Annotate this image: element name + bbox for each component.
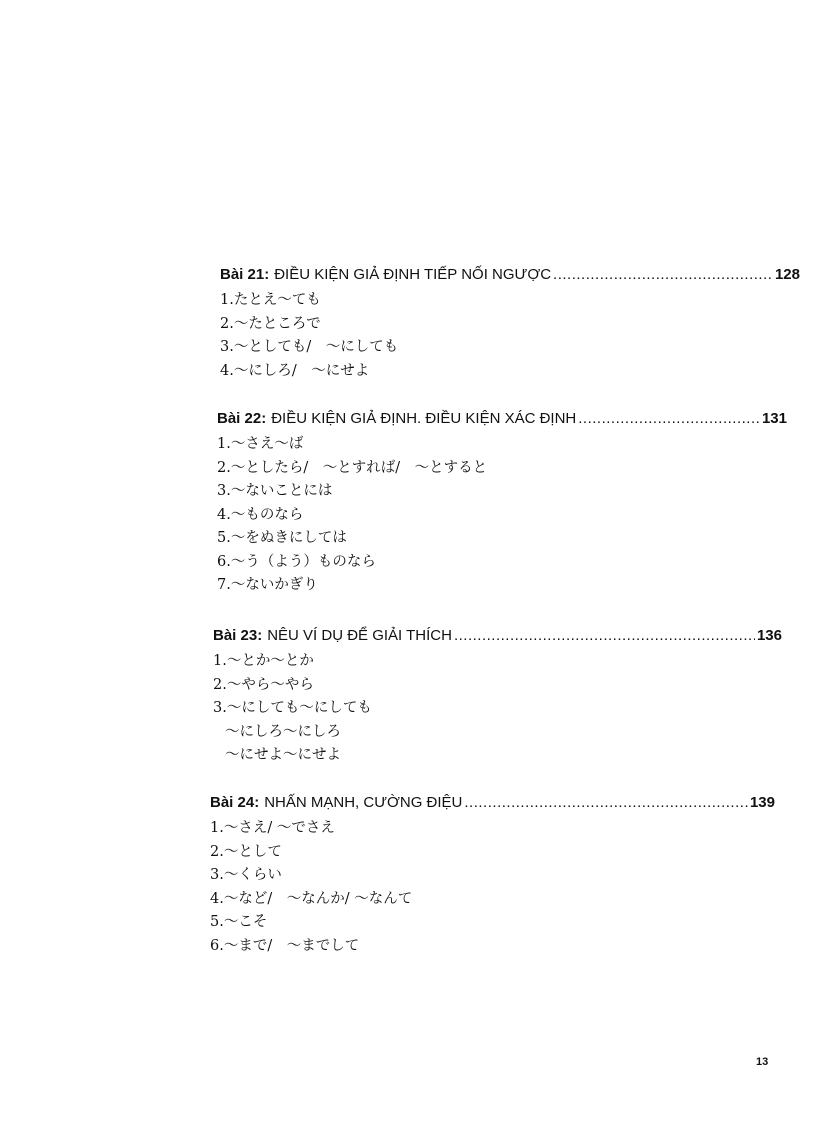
grammar-item: 3.〜としても/ 〜にしても (220, 339, 399, 355)
grammar-item: 4.〜など/ 〜なんか/ 〜なんて (210, 890, 413, 907)
grammar-list (217, 433, 787, 598)
dot-leader (454, 625, 755, 647)
grammar-item: 5.〜をぬきにしては (217, 530, 347, 546)
lesson-heading (210, 792, 775, 814)
grammar-item: 1.〜さえ〜ば (217, 436, 304, 452)
lesson-title: NÊU VÍ DỤ ĐỂ GIẢI THÍCH (267, 627, 452, 644)
lesson-title: NHẤN MẠNH, CƯỜNG ĐIỆU (264, 794, 463, 811)
grammar-item: 2.〜としたら/ 〜とすれば/ 〜とすると (217, 459, 488, 476)
lesson-page-number: 131 (761, 410, 787, 427)
lesson-page-number: 128 (774, 266, 800, 283)
grammar-item: 3.〜くらい (210, 867, 282, 883)
grammar-list (220, 289, 800, 383)
grammar-item: 3.〜ないことには (217, 483, 333, 499)
dot-leader (553, 264, 773, 286)
lesson-number: Bài 22: (217, 410, 267, 427)
grammar-item: 3.〜にしても〜にしても (213, 700, 372, 716)
lesson-21 (220, 264, 800, 383)
grammar-item: 6.〜う（よう）ものなら (217, 553, 376, 570)
grammar-item: 6.〜まで/ 〜までして (210, 937, 360, 954)
grammar-item: 1.たとえ〜ても (220, 292, 321, 308)
grammar-item: 2.〜やら〜やら (213, 676, 314, 693)
lesson-heading (220, 264, 800, 286)
grammar-item: 7.〜ないかぎり (217, 577, 318, 593)
lesson-heading (213, 625, 782, 647)
grammar-item: 1.〜さえ/ 〜でさえ (210, 820, 335, 836)
lesson-title: ĐIỀU KIỆN GIẢ ĐỊNH TIẾP NỐI NGƯỢC (274, 266, 552, 283)
grammar-item: 1.〜とか〜とか (213, 653, 314, 669)
lesson-page-number: 139 (749, 794, 775, 811)
lesson-22 (217, 408, 787, 598)
lesson-title: ĐIỀU KIỆN GIẢ ĐỊNH. ĐIỀU KIỆN XÁC ĐỊNH (271, 410, 577, 427)
lesson-number: Bài 23: (213, 627, 263, 644)
lesson-page-number: 136 (756, 627, 782, 644)
grammar-item: 〜にしろ〜にしろ (225, 723, 341, 740)
grammar-item: 4.〜にしろ/ 〜にせよ (220, 362, 370, 379)
lesson-number: Bài 24: (210, 794, 260, 811)
grammar-item: 4.〜ものなら (217, 506, 304, 523)
lesson-number: Bài 21: (220, 266, 270, 283)
lesson-24 (210, 792, 775, 958)
grammar-item: 5.〜こそ (210, 914, 268, 930)
lesson-heading (217, 408, 787, 430)
grammar-list (213, 650, 782, 768)
dot-leader (464, 792, 748, 814)
dot-leader (578, 408, 760, 430)
grammar-item: 〜にせよ〜にせよ (225, 747, 341, 763)
grammar-list (210, 817, 775, 958)
grammar-item: 2.〜として (210, 843, 282, 860)
grammar-item: 2.〜たところで (220, 315, 321, 332)
page-number: 13 (756, 1056, 769, 1068)
lesson-23 (213, 625, 782, 768)
